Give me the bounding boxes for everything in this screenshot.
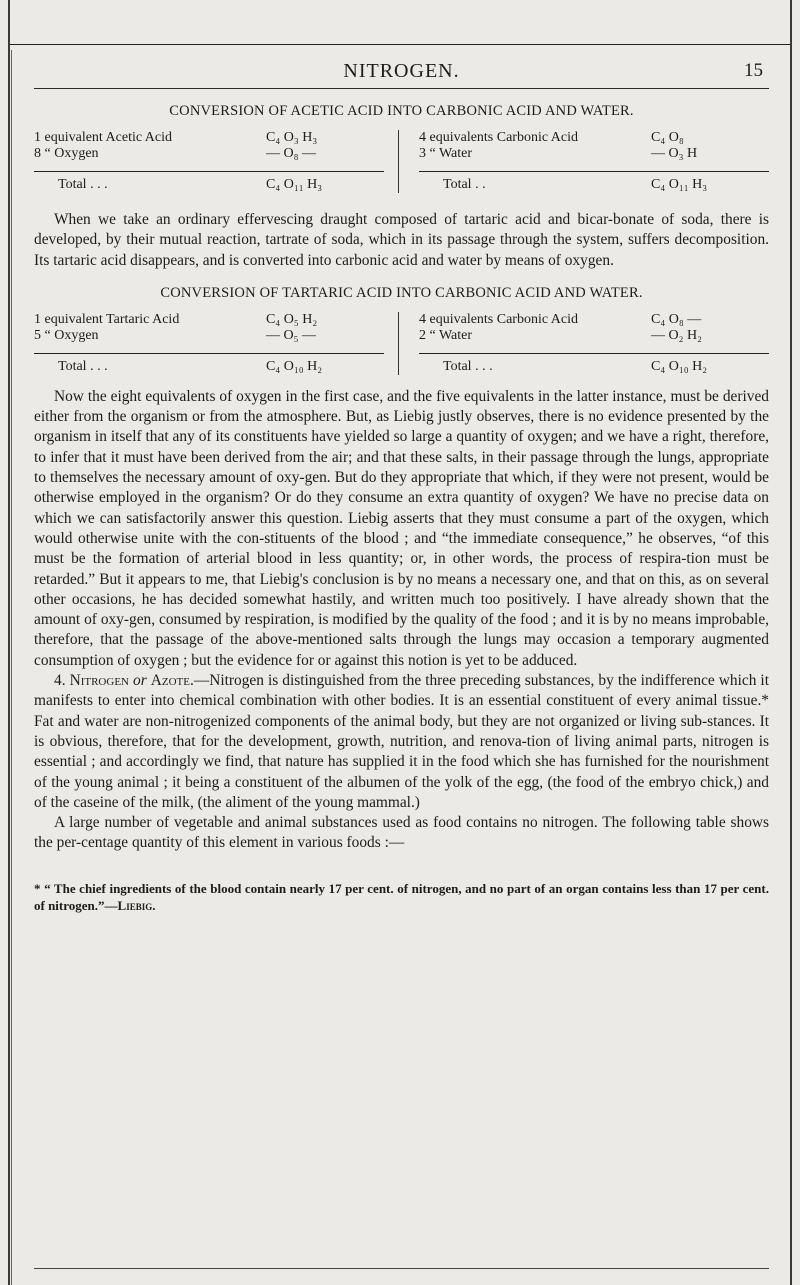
equation-row	[34, 146, 384, 162]
footnote	[34, 880, 769, 914]
product-formula: C₄ O₈	[651, 130, 684, 145]
product-label: 4 equivalents Carbonic Acid	[419, 311, 579, 327]
page-edge-left-inner	[11, 50, 12, 1285]
paragraph-oxygen-source: Now the eight equivalents of oxygen in the first case, and the five equivalents in the latter instance, must be derived either from the organism or from the atmosphere. But, as Liebig justly observes, there is no evidence presented by the organism in itself that any of its constituents have yielded so large a quantity of oxygen; and we have a right, therefore, to infer that it must have been derived from the air; and that these salts, in their passage through the lungs, appropriate to themselves the necessary amount of oxy-gen. But do they appropriate that which, if they were not present, would be otherwise employed in the organism? Or do they consume an extra quantity of oxygen? We have no precise data on which we can satisfactorily answer this question. Liebig asserts that they must consume a part of the oxygen, which would otherwise unite with the con-stituents of the blood ; and “the immediate consequence,” he observes, “of this must be the formation of arterial blood in less quantity; or, in other words, the process of respira-tion must be retarded.” But it appears to me, that Liebig's conclusion is by no means a necessary one, and that on this, as on several other occasions, he has decided somewhat hastily, and written much too positively. I have already shown that the amount of oxy-gen, consumed by respiration, is modified by the quality of the food ; and it is by no means improbable, therefore, that the passage of the above-mentioned salts through the lungs may occasion a temporary augmented consumption of oxygen ; but the evidence for or against this notion is yet to be adduced.	[34, 387, 769, 669]
product-label: 2 “ Water	[419, 327, 473, 343]
equation-left-column	[34, 130, 399, 193]
page-edge-left	[8, 0, 10, 1285]
equation-row	[34, 328, 384, 344]
total-label: Total . . .	[443, 358, 493, 374]
total-label: Total . .	[443, 177, 486, 192]
reactant-label: 1 equivalent Tartaric Acid	[34, 311, 180, 327]
page	[34, 48, 769, 914]
equation-total	[419, 353, 769, 375]
product-formula: C₄ O₈ —	[651, 311, 702, 327]
frame-rule-top	[10, 44, 790, 45]
page-edge-right	[790, 0, 792, 1285]
reactant-formula: C₄ O₃ H₃	[266, 130, 318, 145]
equation-left-column	[34, 312, 399, 375]
product-formula: — O₃ H	[651, 146, 698, 161]
total-label: Total . . .	[58, 177, 108, 192]
equation-row	[419, 146, 769, 162]
equation-tartaric	[34, 312, 769, 375]
total-formula: C₄ O₁₁ H₃	[266, 177, 323, 192]
footnote-author: Liebig.	[117, 897, 156, 913]
reactant-label: 1 equivalent Acetic Acid	[34, 130, 173, 145]
equation-right-column	[399, 130, 769, 193]
term-azote: Azote.	[150, 672, 194, 690]
equation-row	[419, 312, 769, 328]
paragraph-nitrogen	[34, 671, 769, 813]
total-formula: C₄ O₁₀ H₂	[651, 358, 708, 374]
section-heading-acetic: CONVERSION OF ACETIC ACID INTO CARBONIC ACID AND WATER.	[169, 103, 634, 119]
reactant-label: 8 “ Oxygen	[34, 146, 99, 161]
reactant-label: 5 “ Oxygen	[34, 327, 99, 343]
running-title: NITROGEN.	[343, 60, 460, 82]
equation-row	[419, 130, 769, 146]
product-formula: — O₂ H₂	[651, 327, 702, 343]
reactant-formula: — O₅ —	[266, 327, 316, 343]
paragraph-food-table-intro: A large number of vegetable and animal substances used as food contains no nitrogen. The following table shows the per-centage quantity of this element in various foods :—	[34, 814, 769, 852]
nitrogen-text: —Nitrogen is distinguished from the three preceding substances, by the indifference which it manifests to enter into chemical combination with other bodies. It is an essential constituent of every animal tissue.* Fat and water are non-nitrogenized components of the animal body, but they are not organized or living sub-stances. It is obvious, therefore, that for the development, growth, nutrition, and renova-tion of living animal parts, nitrogen is essential ; and accordingly we find, that nature has supplied it in the food which she has furnished for the nourishment of the young animal ; it being a constituent of the albumen of the yolk of the egg, (the food of the embryo chick,) and of the caseine of the milk, (the aliment of the young mammal.)	[34, 672, 769, 811]
equation-total	[34, 353, 384, 375]
footnote-text: * “ The chief ingredients of the blood contain nearly 17 per cent. of nitrogen, and no part of an organ contains less than 17 per cent. of nitrogen.”—	[34, 880, 769, 913]
equation-acetic	[34, 130, 769, 193]
term-nitrogen: Nitrogen	[69, 672, 129, 690]
total-formula: C₄ O₁₁ H₃	[651, 177, 708, 192]
running-header	[34, 48, 769, 89]
equation-row	[34, 312, 384, 328]
section-number: 4.	[54, 672, 66, 690]
page-bottom-rule	[34, 1268, 769, 1269]
total-label: Total . . .	[58, 358, 108, 374]
term-or: or	[133, 672, 147, 690]
equation-row	[34, 130, 384, 146]
page-number: 15	[744, 60, 763, 81]
paragraph-effervescing: When we take an ordinary effervescing draught composed of tartaric acid and bicar-bonate of soda, there is developed, by their mutual reaction, tartrate of soda, which in its passage through the system, suffers decomposition. Its tartaric acid disappears, and is converted into carbonic acid and water by means of oxygen.	[34, 211, 769, 269]
equation-row	[419, 328, 769, 344]
equation-total	[419, 171, 769, 193]
product-label: 3 “ Water	[419, 146, 473, 161]
product-label: 4 equivalents Carbonic Acid	[419, 130, 579, 145]
total-formula: C₄ O₁₀ H₂	[266, 358, 323, 374]
reactant-formula: — O₈ —	[266, 146, 316, 161]
reactant-formula: C₄ O₅ H₂	[266, 311, 318, 327]
equation-right-column	[399, 312, 769, 375]
section-heading-tartaric: CONVERSION OF TARTARIC ACID INTO CARBONIC ACID AND WATER.	[160, 284, 643, 301]
equation-total	[34, 171, 384, 193]
